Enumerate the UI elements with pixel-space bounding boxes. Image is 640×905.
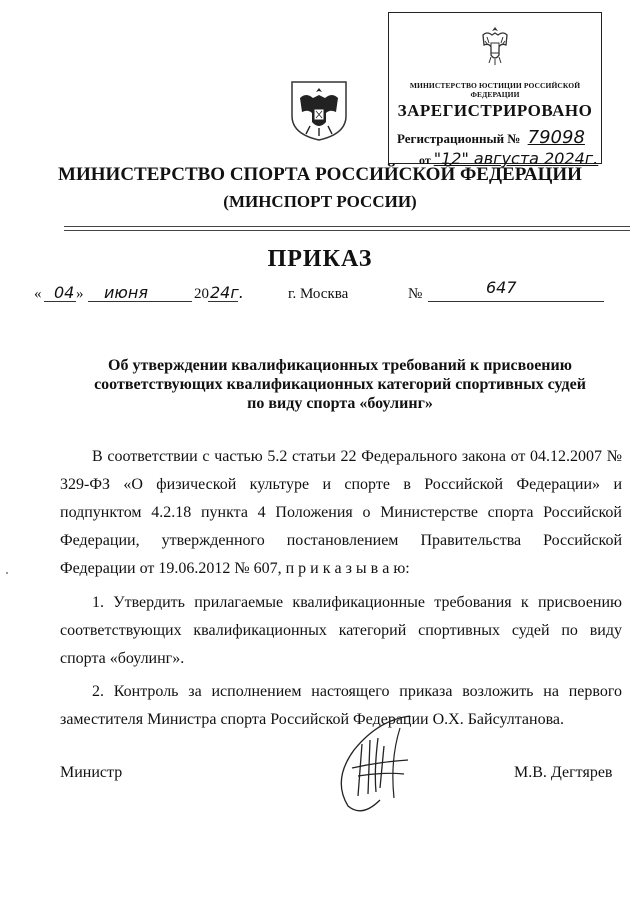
date-open-quote: « (34, 286, 42, 302)
stamp-reg-number: 79098 (527, 127, 585, 148)
order-month: июня (104, 283, 148, 302)
order-number: 647 (486, 278, 517, 297)
order-city: г. Москва (288, 286, 349, 302)
order-date-line (0, 278, 640, 310)
order-year-prefix: 20 (194, 286, 209, 302)
order-day: 04 (54, 283, 75, 302)
order-year-suffix: 24г. (210, 283, 244, 302)
stamp-ministry: МИНИСТЕРСТВО ЮСТИЦИИ РОССИЙСКОЙ ФЕДЕРАЦИИ (409, 81, 581, 99)
header-divider (64, 230, 630, 231)
scan-speck (6, 572, 8, 574)
item-1-paragraph: 1. Утвердить прилагаемые квалификационные требования к присвоению соответствующих квалификационных категорий спортивных судей по виду спорта «боулинг». (60, 594, 622, 667)
stamp-date-label: от (419, 153, 431, 167)
order-title-line: по виду спорта «боулинг» (247, 395, 433, 412)
order-title-line: соответствующих квалификационных категорий спортивных судей (94, 376, 586, 393)
ministry-short-name: (МИНСПОРТ РОССИИ) (223, 192, 417, 211)
coat-of-arms-icon (479, 23, 511, 67)
month-underline (88, 301, 192, 302)
date-close-quote: » (76, 286, 84, 302)
order-number-label: № (408, 286, 423, 302)
order-title-line: Об утверждении квалификационных требований к присвоению (108, 357, 572, 374)
number-underline (428, 301, 604, 302)
stamp-date-value: "12" августа 2024г. (433, 149, 599, 168)
order-title (60, 356, 620, 413)
handwritten-signature-icon (318, 710, 428, 820)
item-2-paragraph: 2. Контроль за исполнением настоящего приказа возложить на первого заместителя Министра спорта Российской Федерации О.Х. Байсултанова. (60, 683, 622, 728)
stamp-reg-number-line (397, 127, 585, 148)
ministry-name: МИНИСТЕРСТВО СПОРТА РОССИЙСКОЙ ФЕДЕРАЦИИ (58, 164, 582, 185)
header-divider (64, 226, 630, 227)
registration-stamp (388, 12, 602, 168)
preamble-paragraph: В соответствии с частью 5.2 статьи 22 Федерального закона от 04.12.2007 № 329-ФЗ «О физической культуре и спорте в Российской Федерации» и подпунктом 4.2.18 пункта 4 Положения о Министерстве спорта Российской Федерации, утвержденного постановлением Правительства Российской Федерации от 19.06.2012 № 607, п р и к а з ы в а ю: (60, 448, 622, 577)
stamp-status: ЗАРЕГИСТРИРОВАНО (397, 101, 593, 120)
year-underline (208, 301, 238, 302)
signatory-role: Министр (60, 764, 123, 781)
stamp-reg-label: Регистрационный № (397, 131, 521, 146)
day-underline (44, 301, 76, 302)
order-body (60, 443, 622, 734)
document-type: ПРИКАЗ (267, 246, 373, 272)
signatory-name: М.В. Дегтярев (514, 764, 613, 781)
coat-of-arms-icon (286, 76, 352, 142)
